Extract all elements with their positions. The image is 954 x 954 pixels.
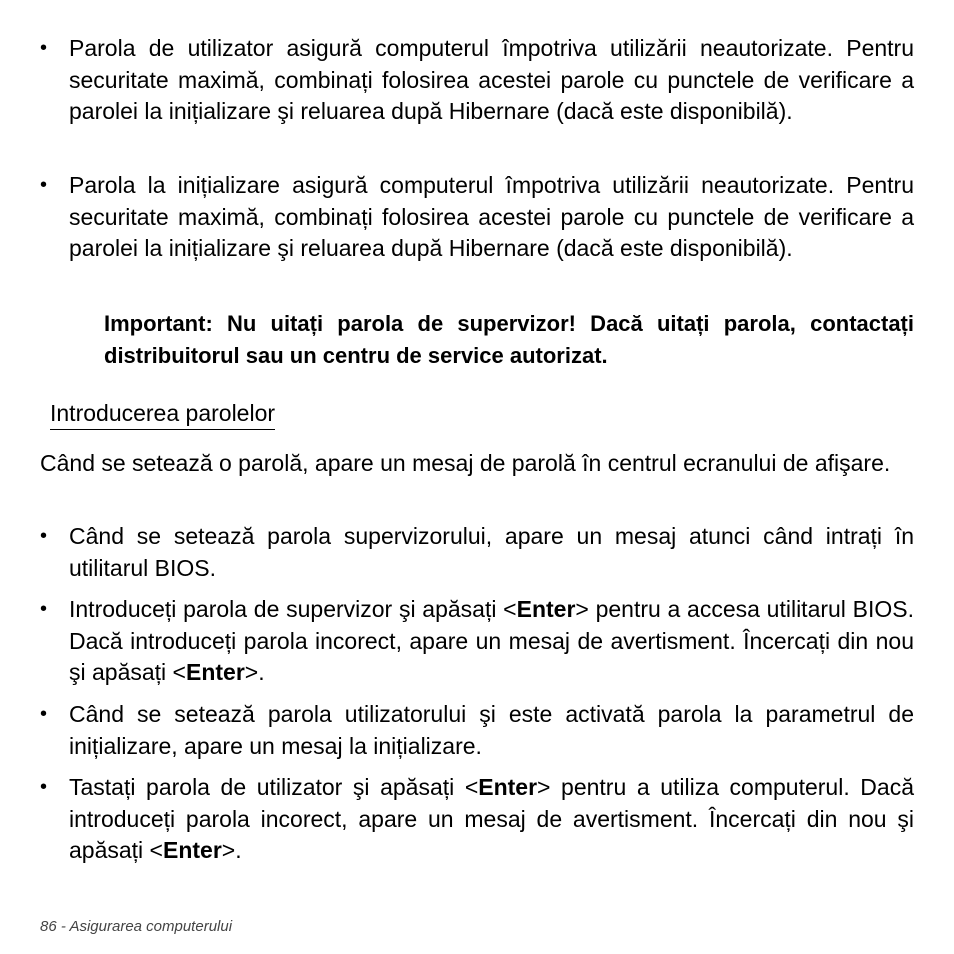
list-item-text: Parola de utilizator asigură computerul împotriva utilizării neautorizate. Pentru securitate maximă, combinați folosirea acestei parole cu punctele de verificare a parolei la inițializare şi reluarea după Hibernare (dacă este disponibilă). — [69, 35, 914, 124]
list-item — [40, 772, 914, 867]
enter-key-label: Enter — [516, 596, 576, 622]
list-item-text: Când se setează parola supervizorului, apare un mesaj atunci când intrați în utilitarul BIOS. — [69, 523, 914, 581]
list-item — [40, 170, 914, 265]
bullet-marker: • — [40, 703, 48, 725]
list-item-text: Introduceți parola de supervizor şi apăsați <Enter> pentru a accesa utilitarul BIOS. Dacă introduceți parola incorect, apare un mesaj de avertisment. Încercați din nou şi apăsați <Enter>. — [69, 596, 915, 685]
enter-key-label: Enter — [186, 659, 245, 685]
list-item-text: Când se setează parola utilizatorului şi este activată parola la parametrul de inițializare, apare un mesaj la inițializare. — [69, 701, 914, 759]
important-note: Important: Nu uitați parola de supervizor! Dacă uitați parola, contactați distribuitorul sau un centru de service autorizat. — [104, 311, 914, 368]
list-item — [40, 699, 914, 762]
bullet-marker: • — [40, 776, 48, 798]
section-heading: Introducerea parolelor — [50, 398, 275, 430]
enter-key-label: Enter — [163, 837, 222, 863]
bullet-marker: • — [40, 525, 48, 547]
bullet-marker: • — [40, 598, 48, 620]
page-footer: 86 - Asigurarea computerului — [40, 918, 233, 935]
list-item — [40, 594, 914, 689]
list-item — [40, 521, 914, 584]
list-item-text: Parola la inițializare asigură computerul împotriva utilizării neautorizate. Pentru securitate maximă, combinați folosirea acestei parole cu punctele de verificare a parolei la inițializare şi reluarea după Hibernare (dacă este disponibilă). — [69, 172, 914, 261]
bullet-marker: • — [40, 174, 48, 196]
list-item — [40, 33, 914, 128]
bullet-marker: • — [40, 37, 48, 59]
intro-paragraph: Când se setează o parolă, apare un mesaj de parolă în centrul ecranului de afişare. — [40, 450, 891, 476]
list-item-text: Tastați parola de utilizator şi apăsați <Enter> pentru a utiliza computerul. Dacă introduceți parola incorect, apare un mesaj de avertisment. Încercați din nou şi apăsați <Enter>. — [69, 774, 914, 863]
enter-key-label: Enter — [478, 774, 538, 800]
